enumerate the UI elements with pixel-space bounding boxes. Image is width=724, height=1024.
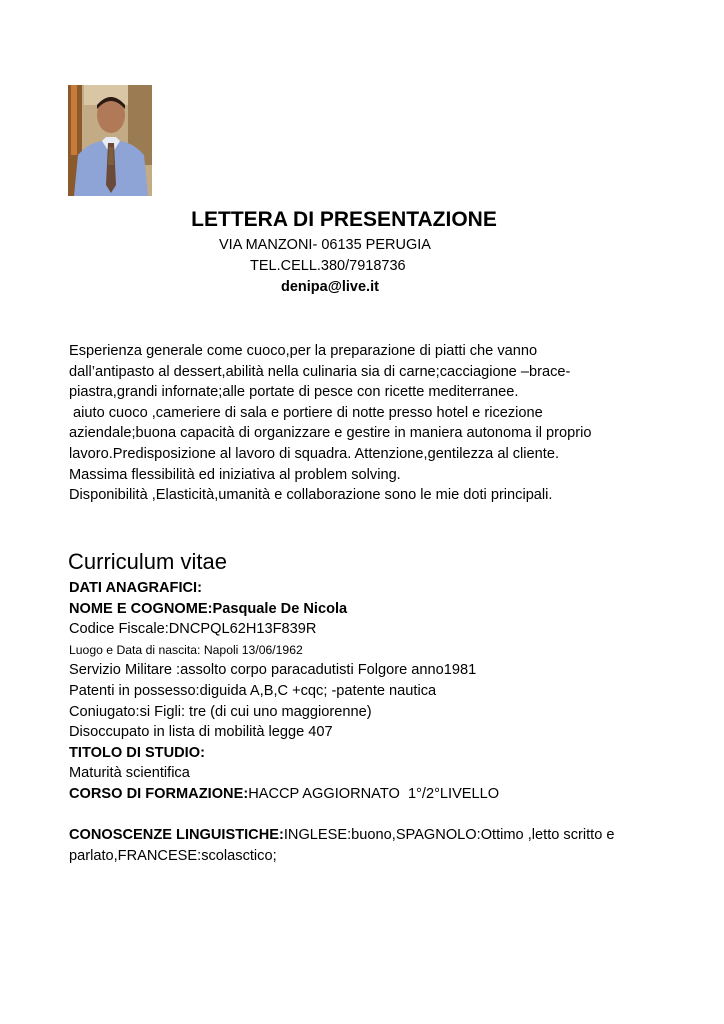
intro-line: piastra,grandi infornate;alle portate di pesce con ricette mediterranee. <box>69 384 519 401</box>
lingue-value-continued: parlato,FRANCESE:scolasctico; <box>69 847 277 864</box>
nome-label: NOME E COGNOME: <box>69 600 213 617</box>
intro-line: aziendale;buona capacità di organizzare e gestire in maniera autonoma il proprio <box>69 425 592 442</box>
intro-line: dall’antipasto al dessert,abilità nella culinaria sia di carne;cacciagione –brace- <box>69 363 571 380</box>
phone-number: TEL.CELL.380/7918736 <box>250 258 406 274</box>
disoccupato: Disoccupato in lista di mobilità legge 407 <box>69 724 333 741</box>
cv-title: Curriculum vitae <box>68 549 227 574</box>
codice-fiscale: Codice Fiscale:DNCPQL62H13F839R <box>69 621 317 638</box>
titolo-studio-heading: TITOLO DI STUDIO: <box>69 744 205 761</box>
nome-value: Pasquale De Nicola <box>212 600 348 617</box>
letter-title: LETTERA DI PRESENTAZIONE <box>191 208 497 231</box>
intro-line: lavoro.Predisposizione al lavoro di squadra. Attenzione,gentilezza al cliente. <box>69 445 559 462</box>
luogo-data-nascita: Luogo e Data di nascita: Napoli 13/06/1962 <box>69 642 303 657</box>
intro-line: Massima flessibilità ed iniziativa al problem solving. <box>69 466 401 483</box>
patenti: Patenti in possesso:diguida A,B,C +cqc; -patente nautica <box>69 682 437 699</box>
titolo-studio-value: Maturità scientifica <box>69 765 190 782</box>
intro-line: Disponibilità ,Elasticità,umanità e collaborazione sono le mie doti principali. <box>69 487 553 504</box>
profile-photo <box>68 85 152 196</box>
email-address: denipa@live.it <box>281 279 379 295</box>
coniugato: Coniugato:si Figli: tre (di cui uno maggiorenne) <box>69 703 372 720</box>
lingue-label: CONOSCENZE LINGUISTICHE: <box>69 827 284 844</box>
cv-section <box>69 578 689 866</box>
servizio-militare: Servizio Militare :assolto corpo paracadutisti Folgore anno1981 <box>69 662 477 679</box>
portrait-image <box>68 85 152 196</box>
dati-anagrafici-heading: DATI ANAGRAFICI: <box>69 580 202 596</box>
lingue-value: INGLESE:buono,SPAGNOLO:Ottimo ,letto scritto e <box>283 827 615 844</box>
address: VIA MANZONI- 06135 PERUGIA <box>219 237 431 253</box>
intro-paragraph <box>69 341 669 506</box>
corso-value: HACCP AGGIORNATO 1°/2°LIVELLO <box>248 785 500 802</box>
intro-line: Esperienza generale come cuoco,per la preparazione di piatti che vanno <box>69 343 538 359</box>
corso-label: CORSO DI FORMAZIONE: <box>69 785 249 802</box>
intro-line: aiuto cuoco ,cameriere di sala e portiere di notte presso hotel e ricezione <box>69 404 543 421</box>
